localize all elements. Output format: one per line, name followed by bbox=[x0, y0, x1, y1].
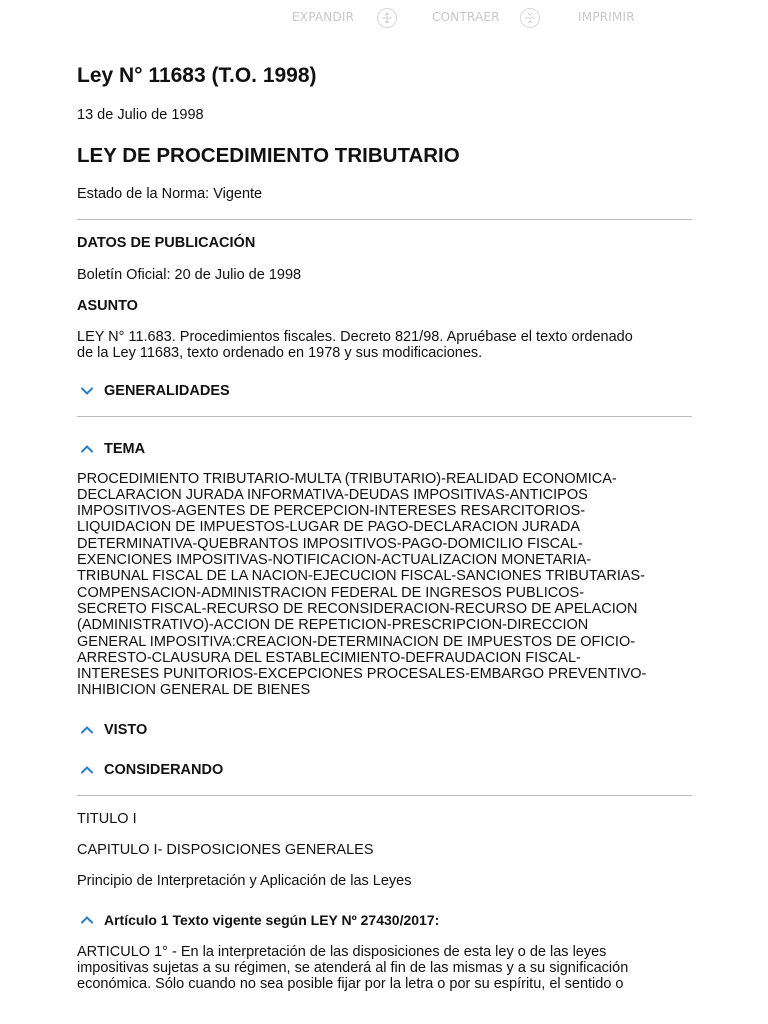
subject-line: LEY N° 11.683. Procedimientos fiscales. Decreto 821/98. Apruébase el texto ordenado bbox=[77, 329, 633, 345]
chevron-up-icon[interactable] bbox=[81, 440, 103, 458]
law-date: 13 de Julio de 1998 bbox=[77, 107, 204, 123]
article-heading-label[interactable]: Artículo 1 Texto vigente según LEY Nº 27430/2017: bbox=[104, 911, 440, 928]
principle-label: Principio de Interpretación y Aplicación de las Leyes bbox=[77, 872, 412, 889]
subject-text bbox=[77, 329, 692, 362]
section-generalidades[interactable] bbox=[77, 382, 692, 400]
subject-line: de la Ley 11683, texto ordenado en 1978 y sus modificaciones. bbox=[77, 345, 483, 362]
article-line: impositivas sujetas a su régimen, se atenderá al fin de las mismas y a su significación bbox=[77, 960, 629, 977]
tema-text bbox=[77, 471, 692, 699]
divider bbox=[77, 416, 692, 417]
section-label[interactable]: GENERALIDADES bbox=[104, 382, 230, 399]
section-visto[interactable] bbox=[77, 721, 692, 739]
tema-line: (ADMINISTRATIVO)-ACCION DE REPETICION-PRESCRIPCION-DIRECCION bbox=[77, 617, 589, 634]
page-title: Ley N° 11683 (T.O. 1998) bbox=[77, 64, 317, 87]
tema-line: SECRETO FISCAL-RECURSO DE RECONSIDERACION-RECURSO DE APELACION bbox=[77, 600, 638, 617]
chevron-up-icon[interactable] bbox=[81, 761, 103, 779]
tema-line: EXENCIONES IMPOSITIVAS-NOTIFICACION-ACTUALIZACION MONETARIA- bbox=[77, 552, 592, 569]
law-name: LEY DE PROCEDIMIENTO TRIBUTARIO bbox=[77, 144, 460, 167]
bulletin-date: Boletín Oficial: 20 de Julio de 1998 bbox=[77, 267, 302, 283]
chevron-up-icon[interactable] bbox=[81, 911, 103, 929]
section-label[interactable]: TEMA bbox=[104, 440, 146, 457]
section-label[interactable]: CONSIDERANDO bbox=[104, 761, 224, 778]
tema-line: ARRESTO-CLAUSURA DEL ESTABLECIMIENTO-DEFRAUDACION FISCAL- bbox=[77, 649, 581, 666]
document-page bbox=[77, 62, 692, 993]
tema-line: DECLARACION JURADA INFORMATIVA-DEUDAS IMPOSITIVAS-ANTICIPOS bbox=[77, 486, 588, 503]
article-line: ARTICULO 1° - En la interpretación de las disposiciones de esta ley o de las leyes bbox=[77, 943, 607, 960]
tema-line: INTERESES PUNITORIOS-EXCEPCIONES PROCESALES-EMBARGO PREVENTIVO- bbox=[77, 666, 647, 683]
print-button[interactable]: IMPRIMIR bbox=[578, 10, 635, 24]
article-1-heading[interactable] bbox=[77, 911, 692, 929]
publication-heading: DATOS DE PUBLICACIÓN bbox=[77, 235, 256, 251]
divider bbox=[77, 795, 692, 796]
divider bbox=[77, 219, 692, 220]
law-status: Estado de la Norma: Vigente bbox=[77, 186, 263, 202]
section-considerando[interactable] bbox=[77, 761, 692, 779]
expand-button[interactable]: EXPANDIR bbox=[292, 10, 355, 24]
subject-heading: ASUNTO bbox=[77, 298, 138, 314]
expand-icon[interactable] bbox=[377, 8, 397, 28]
tema-line: INHIBICION GENERAL DE BIENES bbox=[77, 682, 311, 699]
section-label[interactable]: VISTO bbox=[104, 721, 148, 738]
toolbar bbox=[0, 0, 768, 36]
article-line: económica. Sólo cuando no sea posible fijar por la letra o por su espíritu, el sentido o bbox=[77, 976, 624, 993]
chevron-up-icon[interactable] bbox=[81, 721, 103, 739]
tema-line: TRIBUNAL FISCAL DE LA NACION-EJECUCION FISCAL-SANCIONES TRIBUTARIAS- bbox=[77, 568, 646, 585]
tema-line: LIQUIDACION DE IMPUESTOS-LUGAR DE PAGO-DECLARACION JURADA bbox=[77, 519, 581, 536]
chapter-label: CAPITULO I- DISPOSICIONES GENERALES bbox=[77, 841, 374, 858]
tema-line: DETERMINATIVA-QUEBRANTOS IMPOSITIVOS-PAGO-DOMICILIO FISCAL- bbox=[77, 535, 583, 552]
article-1-text bbox=[77, 944, 692, 993]
tema-line: COMPENSACION-ADMINISTRACION FEDERAL DE INGRESOS PUBLICOS- bbox=[77, 584, 585, 601]
section-tema[interactable] bbox=[77, 440, 692, 458]
title-label: TITULO I bbox=[77, 810, 137, 827]
collapse-button[interactable]: CONTRAER bbox=[432, 10, 500, 24]
chevron-down-icon[interactable] bbox=[81, 382, 103, 400]
tema-line: PROCEDIMIENTO TRIBUTARIO-MULTA (TRIBUTARIO)-REALIDAD ECONOMICA- bbox=[77, 470, 617, 487]
tema-line: IMPOSITIVOS-AGENTES DE PERCEPCION-INTERESES RESARCITORIOS- bbox=[77, 503, 586, 520]
collapse-icon[interactable] bbox=[520, 8, 540, 28]
tema-line: GENERAL IMPOSITIVA:CREACION-DETERMINACION DE IMPUESTOS DE OFICIO- bbox=[77, 633, 636, 650]
